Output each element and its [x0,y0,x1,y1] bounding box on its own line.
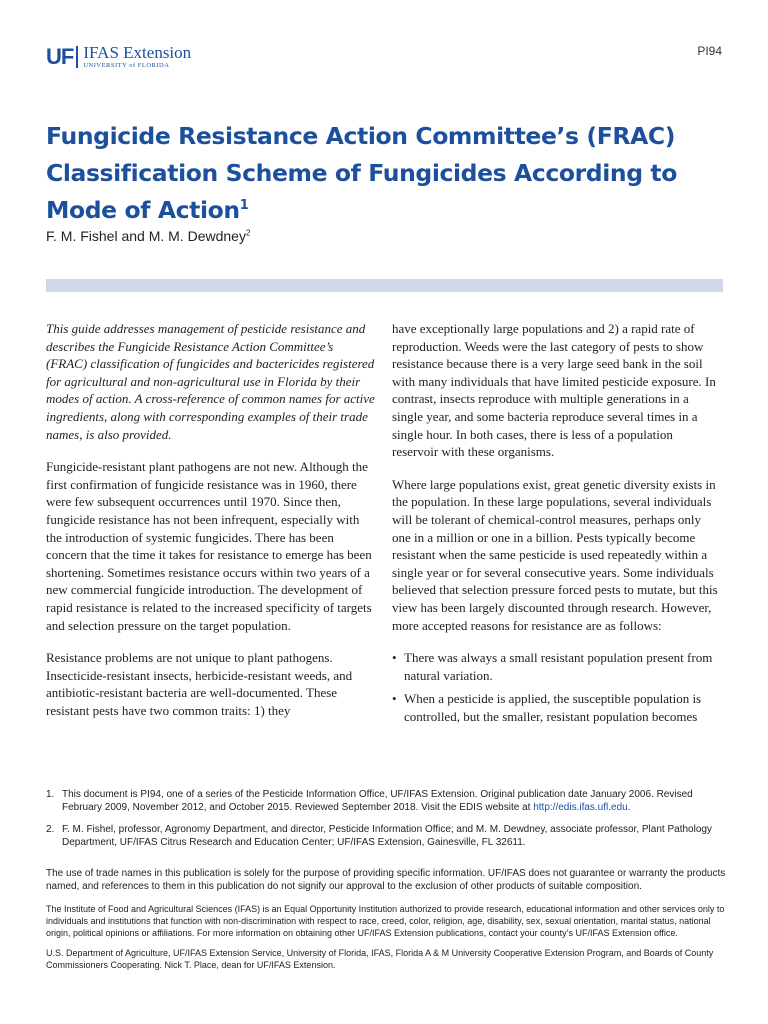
intro-paragraph: This guide addresses management of pesticide resistance and describes the Fungicide Resistance Action Committee’s (FRAC) classification of fungicides and bactericides registered for agricultural and non-agricultural use in Florida by their modes of action. A cross-reference of common names for active ingredients, along with corresponding examples of their trade names, is also provided. [46,321,375,442]
header-divider-band [46,279,723,292]
usda-cooperation-notice: U.S. Department of Agriculture, UF/IFAS Extension Service, University of Florida, IFAS, Florida A & M University Cooperative Extension Program, and Boards of County Commissioners Cooperating. Nick T. Place, dean for UF/IFAS Extension. [46,948,714,970]
legal-notices [46,867,726,979]
edis-website-link[interactable]: http://edis.ifas.ufl.edu [533,802,628,813]
logo-uf-mark: UF [46,44,74,69]
paragraph-1: Fungicide-resistant plant pathogens are not new. Although the first confirmation of fungicide resistance was in 1960, there were few subsequent occurrences until 1970. Since then, fungicide resistance has not been infrequent, especially with the introduction of systemic fungicides. There has been concern that the time it takes for resistance to emerge has been shortening. Sometimes resistance occurs within two years of a new commercial fungicide introduction. The development of rapid resistance is related to the increased specificity of targets and selection pressure on the target population. [46,459,372,633]
list-item: • When a pesticide is applied, the susceptible population is controlled, but the smaller, resistant population becomes [392,690,722,725]
trade-names-notice: The use of trade names in this publication is solely for the purpose of providing specific information. UF/IFAS does not guarantee or warranty the products named, and references to them in this publication do not signify our approval to the exclusion of other products of suitable composition. [46,868,726,892]
ifas-extension-logo [46,44,191,70]
footnote-text: This document is PI94, one of a series of the Pesticide Information Office, UF/IFAS Extension. Original publication date January 2006. Revised February 2009, November 2012, and October 2015. Reviewed September 2018. Visit the EDIS website at [62,789,693,813]
footnote-1: 1. This document is PI94, one of a series of the Pesticide Information Office, UF/IFAS Extension. Original publication date January 2006. Revised February 2009, November 2012, and October 2015. Reviewed September 2018. Visit the EDIS website at http://edis.ifas.ufl.edu. [46,789,693,813]
paragraph-2: Resistance problems are not unique to plant pathogens. Insecticide-resistant insects, herbicide-resistant weeds, and antibiotic-resistant bacteria are well-documented. These resistant pests have two common traits: 1) they [46,650,353,718]
authors [46,228,250,244]
resistance-reasons-list [392,649,722,725]
authors-text: F. M. Fishel and M. M. Dewdney [46,228,246,244]
logo-name: IFAS Extension [83,43,192,63]
equal-opportunity-notice: The Institute of Food and Agricultural Sciences (IFAS) is an Equal Opportunity Institution authorized to provide research, educational information and other services only to individuals and institutions that function with non-discrimination with respect to race, creed, color, religion, age, disability, sex, sexual orientation, marital status, national origin, political opinions or affiliations. For more information on obtaining other UF/IFAS Extension publications, contact your county’s UF/IFAS Extension office. [46,904,725,938]
authors-footnote-mark: 2 [245,228,251,238]
logo-university: UNIVERSITY of FLORIDA [83,62,170,70]
paragraph-3: have exceptionally large populations and 2) a rapid rate of reproduction. Weeds were the last category of pests to show resistance because there is a very large seed bank in the soil with many individuals that have limited pesticide exposure. In contrast, insects reproduce with multiple generations in a single year, and some bacteria reproduce several times in a single hour. In both cases, there is less of a population reservoir with these organisms. [392,321,716,460]
title-text: Fungicide Resistance Action Committee’s (FRAC) Classification Scheme of Fungicides According to Mode of Action [46,122,677,224]
document-id: PI94 [697,44,722,58]
list-item: • There was always a small resistant population present from natural variation. [392,649,722,684]
footnote-text: F. M. Fishel, professor, Agronomy Department, and director, Pesticide Information Office; and M. M. Dewdney, associate professor, Plant Pathology Department, UF/IFAS Citrus Research and Education Center; UF/IFAS Extension, Gainesville, FL 32611. [62,824,712,848]
footnote-number: 1. [46,789,55,800]
footnotes [46,788,726,858]
footnote-2 [46,823,726,849]
right-column [392,320,722,731]
paragraph-4: Where large populations exist, great genetic diversity exists in the population. In these large populations, several individuals will be tolerant of chemical-control measures, perhaps only one in a million or one in a billion. Pests typically become resistant when the same pesticide is used repeatedly within a single year or for several consecutive years. Some individuals believed that selection pressure forced pests to mutate, but this view has been largely discounted through research. However, more accepted reasons for resistance are as follows: [392,476,718,633]
title-footnote-mark: 1 [239,198,249,214]
logo-divider [76,46,78,68]
left-column [46,320,376,734]
footnote-number: 2. [46,824,55,835]
page-title [46,118,736,229]
